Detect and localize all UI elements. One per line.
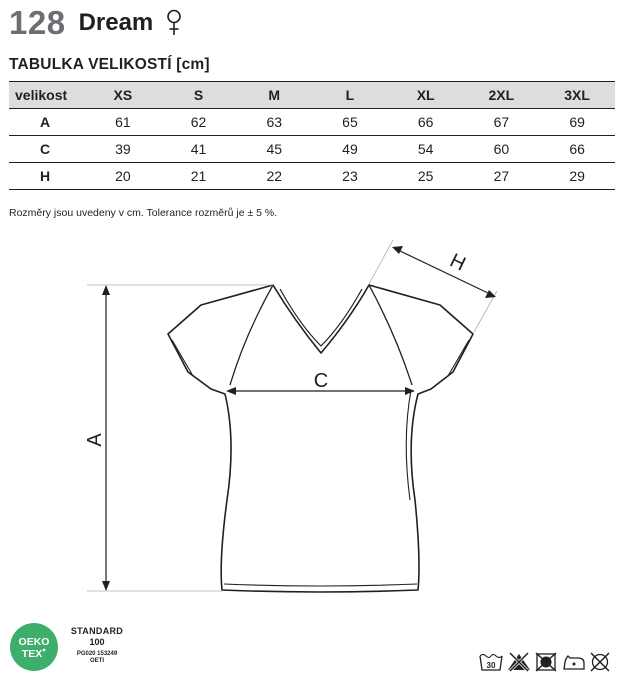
size-header-cell: XL xyxy=(388,82,464,109)
table-cell: 22 xyxy=(236,163,312,190)
oeko-logo-line2: TEX xyxy=(21,648,43,660)
table-cell: 67 xyxy=(464,109,540,136)
wash-temperature: 30 xyxy=(486,661,496,670)
product-name: Dream xyxy=(78,9,154,36)
table-cell: 39 xyxy=(85,136,161,163)
table-cell: 41 xyxy=(161,136,237,163)
row-label: A xyxy=(9,109,85,136)
size-header-cell: XS xyxy=(85,82,161,109)
table-cell: 65 xyxy=(312,109,388,136)
no-bleach-icon xyxy=(507,652,531,672)
table-row xyxy=(9,109,615,136)
table-row xyxy=(9,136,615,163)
table-row xyxy=(9,163,615,190)
table-cell: 66 xyxy=(539,136,615,163)
table-cell: 62 xyxy=(161,109,237,136)
product-header xyxy=(9,3,183,43)
measure-h xyxy=(369,240,497,332)
size-header-cell: M xyxy=(236,82,312,109)
no-tumble-dry-icon xyxy=(534,652,558,672)
no-dry-clean-icon xyxy=(589,652,611,672)
standard-label: STANDARD xyxy=(70,626,124,636)
care-symbols xyxy=(479,650,611,674)
table-cell: 29 xyxy=(539,163,615,190)
wash-30-icon xyxy=(479,652,503,672)
table-cell: 54 xyxy=(388,136,464,163)
table-cell: 49 xyxy=(312,136,388,163)
size-header-cell: L xyxy=(312,82,388,109)
certification-block xyxy=(64,626,130,664)
measure-a xyxy=(87,285,273,591)
standard-number: 100 xyxy=(89,637,105,647)
table-cell: 66 xyxy=(388,109,464,136)
tolerance-note: Rozměry jsou uvedeny v cm. Tolerance rozměrů je ± 5 %. xyxy=(9,207,278,219)
table-title: TABULKA VELIKOSTÍ [cm] xyxy=(9,56,210,73)
iron-low-icon xyxy=(562,652,586,672)
table-cell: 45 xyxy=(236,136,312,163)
oeko-logo-line1: OEKO xyxy=(18,636,50,648)
oeko-tex-logo xyxy=(9,622,59,672)
table-cell: 60 xyxy=(464,136,540,163)
table-cell: 23 xyxy=(312,163,388,190)
size-header-cell: 3XL xyxy=(539,82,615,109)
table-cell: 61 xyxy=(85,109,161,136)
size-header-cell: 2XL xyxy=(464,82,540,109)
table-cell: 69 xyxy=(539,109,615,136)
row-label: C xyxy=(9,136,85,163)
table-cell: 27 xyxy=(464,163,540,190)
product-number: 128 xyxy=(9,4,66,41)
certificate-code: PG020 153249 xyxy=(76,651,118,657)
table-cell: 63 xyxy=(236,109,312,136)
measure-c-label: C xyxy=(313,370,329,392)
size-header-cell: S xyxy=(161,82,237,109)
tshirt-measurement-diagram xyxy=(0,230,626,610)
size-table xyxy=(9,81,615,190)
table-cell: 25 xyxy=(388,163,464,190)
table-cell: 20 xyxy=(85,163,161,190)
tshirt-outline xyxy=(168,285,473,592)
size-header-label: velikost xyxy=(9,82,85,109)
table-cell: 21 xyxy=(161,163,237,190)
measure-a-label: A xyxy=(84,433,106,447)
size-table-header-row xyxy=(9,82,615,109)
row-label: H xyxy=(9,163,85,190)
certificate-institute: OETI xyxy=(89,658,104,664)
female-symbol-icon xyxy=(165,9,183,37)
measure-h-label: H xyxy=(446,249,469,276)
